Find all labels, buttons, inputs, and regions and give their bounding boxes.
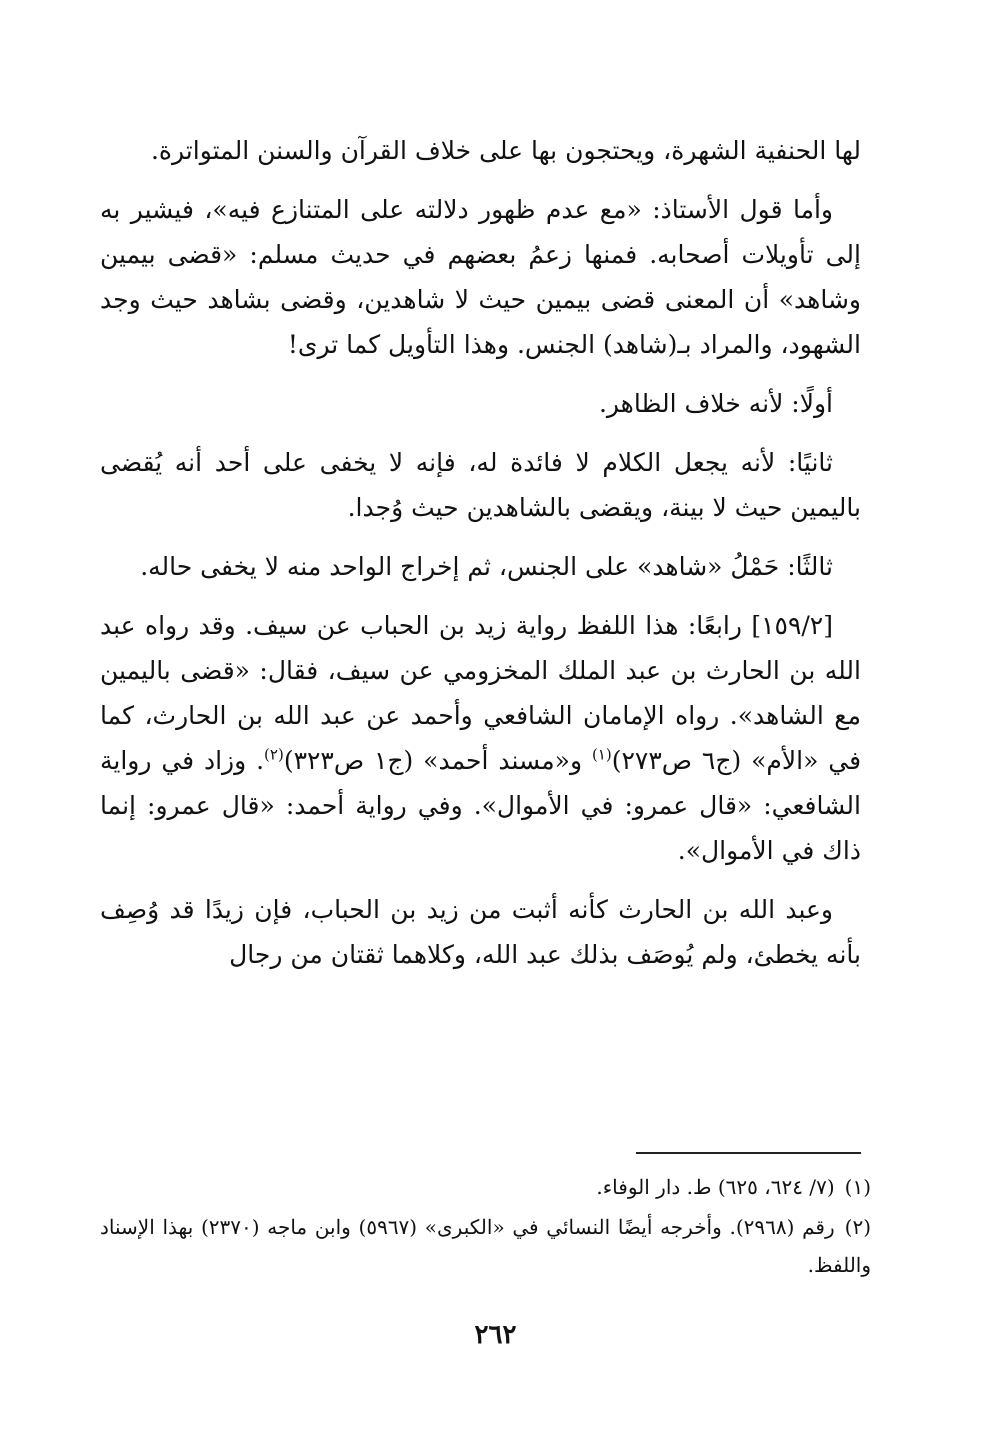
footnote-2: [100, 1208, 871, 1284]
footnote-1: [100, 1168, 871, 1206]
footnote-text: رقم (٢٩٦٨). وأخرجه أيضًا النسائي في «الكبرى» (٥٩٦٧) وابن ماجه (٢٣٧٠) بهذا الإسناد واللفظ.: [100, 1215, 871, 1277]
paragraph-6-text-a: [١٥٩/٢] رابعًا: هذا اللفظ رواية زيد بن الحباب عن سيف. وقد رواه عبد الله بن الحارث بن عبد الملك المخزومي عن سيف، فقال: «قضى باليمين مع الشاهد». رواه الإمامان الشافعي وأحمد عن عبد الله بن الحارث، كما في «الأم» (ج٦ ص٢٧٣): [100, 611, 862, 775]
main-text: [100, 128, 861, 977]
footnote-number: (١): [844, 1175, 871, 1199]
paragraph-2: وأما قول الأستاذ: «مع عدم ظهور دلالته على المتنازع فيه»، فيشير به إلى تأويلات أصحابه. فمنها زعمُ بعضهم في حديث مسلم: «قضى بيمين وشاهد» أن المعنى قضى بيمين حيث لا شاهدين، وقضى بشاهد حيث وجد الشهود، والمراد بـ(شاهد) الجنس. وهذا التأويل كما ترى!: [100, 195, 861, 359]
footnote-ref-2[interactable]: (٢): [264, 745, 284, 764]
footnotes: [100, 1168, 871, 1286]
footnote-ref-1[interactable]: (١): [591, 745, 612, 764]
paragraph-7: وعبد الله بن الحارث كأنه أثبت من زيد بن الحباب، فإن زيدًا قد وُصِف بأنه يخطئ، ولم يُوصَف بذلك عبد الله، وكلاهما ثقتان من رجال: [100, 895, 861, 969]
footnote-text: (٧/ ٦٢٤، ٦٢٥) ط. دار الوفاء.: [596, 1175, 835, 1199]
paragraph-5: ثالثًا: حَمْلُ «شاهد» على الجنس، ثم إخراج الواحد منه لا يخفى حاله.: [140, 552, 833, 581]
paragraph-3: أولًا: لأنه خلاف الظاهر.: [598, 389, 833, 418]
footnote-number: (٢): [844, 1215, 871, 1239]
paragraph-6-text-c: . وزاد في رواية الشافعي: «قال عمرو: في الأموال». وفي رواية أحمد: «قال عمرو: إنما ذاك في الأموال».: [100, 746, 861, 865]
paragraph-4: ثانيًا: لأنه يجعل الكلام لا فائدة له، فإنه لا يخفى على أحد أنه يُقضى باليمين حيث لا بينة، ويقضى بالشاهدين حيث وُجدا.: [100, 448, 861, 522]
paragraph-1: لها الحنفية الشهرة، ويحتجون بها على خلاف القرآن والسنن المتواترة.: [150, 136, 861, 165]
page-number: ٢٦٢: [474, 1320, 517, 1350]
paragraph-6: [100, 603, 861, 873]
footnote-divider: [636, 1152, 861, 1154]
paragraph-6-text-b: و«مسند أحمد» (ج١ ص٣٢٣): [283, 746, 592, 775]
